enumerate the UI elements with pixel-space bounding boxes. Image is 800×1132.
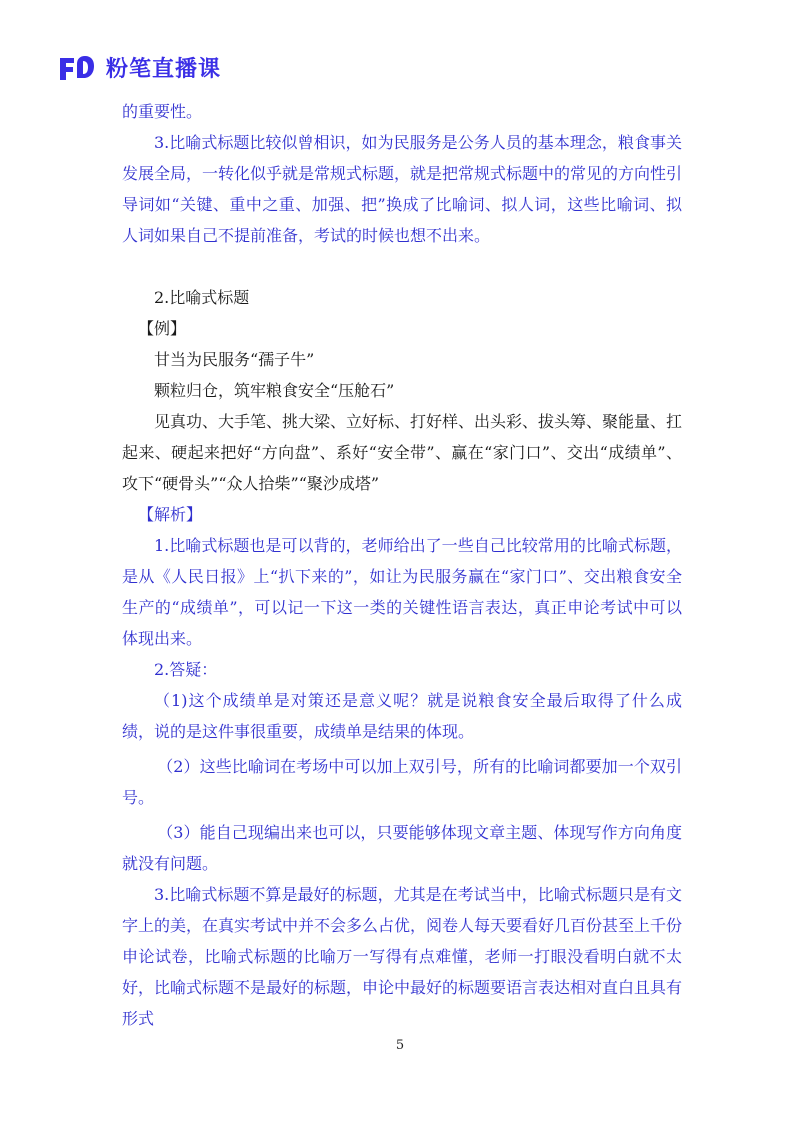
analysis-label: 【解析】: [138, 505, 203, 524]
section-heading: 2.比喻式标题: [154, 288, 250, 307]
analysis-point-1: 1.比喻式标题也是可以背的，老师给出了一些自己比较常用的比喻式标题，是从《人民日报》上“扒下来的”，如让为民服务赢在“家门口”、交出粮食安全生产的“成绩单”，可以记一下这一类的关键性语言表达，真正申论考试中可以体现出来。: [122, 536, 682, 648]
fb-logo-icon: [58, 54, 98, 82]
page-number: 5: [395, 1038, 405, 1053]
analysis-point-3: 3.比喻式标题不算是最好的标题，尤其是在考试当中，比喻式标题只是有文字上的美，在真实考试中并不会多么占优，阅卷人每天要看好几百份甚至上千份申论试卷，比喻式标题的比喻万一写得有点难懂，老师一打眼没看明白就不太好，比喻式标题不是最好的标题，申论中最好的标题要语言表达相对直白且具有形式: [122, 885, 683, 1028]
qa-item-1: （1)这个成绩单是对策还是意义呢？就是说粮食安全最后取得了什么成绩，说的是这件事很重要，成绩单是结果的体现。: [122, 691, 682, 741]
spacer: [122, 251, 682, 282]
example-line-2: 颗粒归仓，筑牢粮食安全“压舱石”: [154, 381, 395, 400]
brand-name: 粉笔直播课: [106, 57, 222, 82]
example-line-3: 见真功、大手笔、挑大梁、立好标、打好样、出头彩、拔头筹、聚能量、扛起来、硬起来把好“方向盘”、系好“安全带”、赢在“家门口”、交出“成绩单”、攻下“硬骨头”“众人拾柴”“聚沙成塔”: [122, 412, 683, 493]
qa-item-3: （3）能自己现编出来也可以，只要能够体现文章主题、体现写作方向角度就没有问题。: [122, 823, 682, 873]
brand-logo: [58, 52, 221, 83]
document-body: [122, 96, 682, 1034]
example-line-1: 甘当为民服务“孺子牛”: [154, 350, 315, 369]
analysis-point-2: 2.答疑：: [154, 660, 218, 679]
paragraph-continuation: 的重要性。: [122, 102, 203, 121]
example-label: 【例】: [138, 319, 187, 338]
paragraph-point-3: 3.比喻式标题比较似曾相识，如为民服务是公务人员的基本理念，粮食事关发展全局，一转化似乎就是常规式标题，就是把常规式标题中的常见的方向性引导词如“关键、重中之重、加强、把”换成了比喻词、拟人词，这些比喻词、拟人词如果自己不提前准备，考试的时候也想不出来。: [122, 133, 683, 245]
qa-item-2: （2）这些比喻词在考场中可以加上双引号，所有的比喻词都要加一个双引号。: [122, 757, 682, 807]
